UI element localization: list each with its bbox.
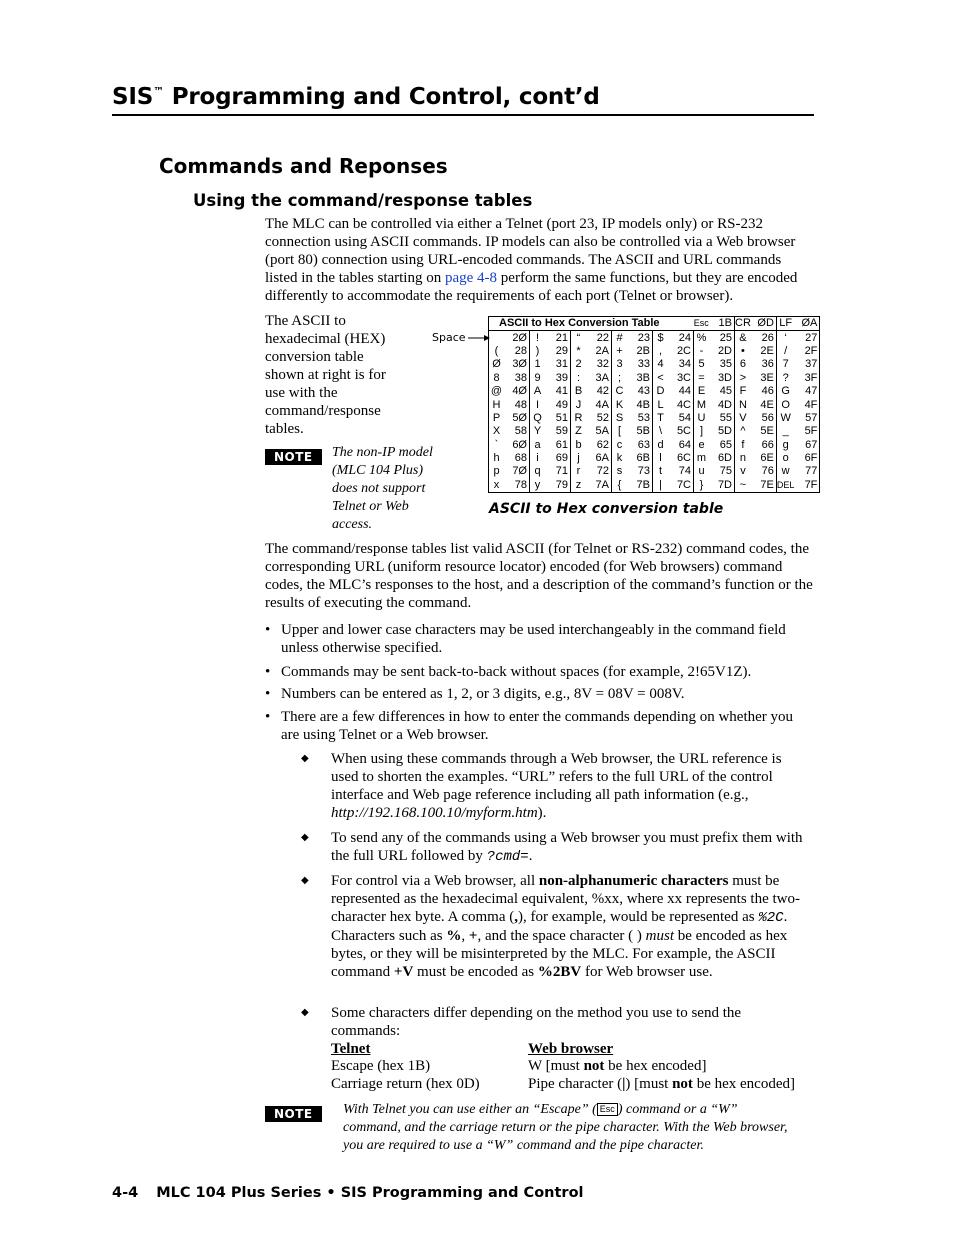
ascii-char-cell: ) — [535, 344, 540, 357]
ascii-hex-cell: 3E — [751, 372, 777, 385]
ascii-hex-cell: 27 — [805, 331, 818, 344]
ascii-char-cell: R — [574, 411, 583, 424]
ascii-hex-cell: 73 — [627, 465, 653, 478]
diamond-bullet-icon: ◆ — [301, 753, 309, 764]
hdr-cell: 1B — [709, 317, 735, 331]
ascii-char-cell: > — [739, 371, 747, 384]
space-arrow-icon — [468, 333, 490, 343]
ascii-char-cell: L — [657, 398, 664, 411]
ascii-hex-cell: 7F — [804, 478, 818, 491]
ascii-hex-cell: 4E — [751, 398, 777, 411]
ascii-table-caption: ASCII to Hex conversion table — [489, 501, 724, 517]
ascii-hex-cell: 7E — [751, 479, 777, 493]
ascii-hex-cell: 59 — [545, 425, 571, 438]
ascii-char-cell: ^ — [740, 425, 746, 438]
ascii-char-cell: y — [534, 478, 541, 491]
ascii-hex-cell: 24 — [668, 331, 694, 345]
ascii-char-cell: v — [740, 465, 746, 478]
ascii-hex-cell: 28 — [504, 345, 530, 358]
ascii-char-cell: ` — [494, 438, 499, 451]
ascii-char-cell: w — [781, 465, 790, 478]
ascii-char-cell: Ø — [492, 358, 501, 371]
ascii-char-cell: $ — [657, 331, 664, 344]
ascii-hex-cell: 54 — [668, 412, 694, 425]
ascii-hex-cell: 7Ø — [504, 465, 530, 478]
ascii-hex-cell: 45 — [709, 385, 735, 398]
note-badge-1: NOTE — [265, 446, 322, 465]
ascii-char-cell: U — [697, 411, 706, 424]
ascii-hex-cell: 77 — [805, 465, 818, 478]
ascii-char-cell: o — [782, 452, 789, 465]
ascii-char-cell: F — [739, 385, 747, 398]
ascii-char-cell: ; — [617, 371, 622, 384]
diamond-bullet-icon: ◆ — [301, 1007, 309, 1018]
ascii-hex-cell: 79 — [545, 479, 571, 493]
ascii-hex-cell: 29 — [545, 345, 571, 358]
ascii-char-cell: W — [780, 411, 791, 424]
ascii-table-row — [489, 439, 820, 452]
ascii-table-row — [489, 372, 820, 385]
ascii-table-row — [489, 452, 820, 465]
ascii-hex-cell: 23 — [627, 331, 653, 345]
ascii-char-cell: 1 — [534, 358, 541, 371]
ascii-hex-cell: 46 — [751, 385, 777, 398]
ascii-hex-cell: 39 — [545, 372, 571, 385]
ascii-hex-cell: 48 — [504, 398, 530, 411]
ascii-hex-cell: 68 — [504, 452, 530, 465]
bullet-dot: • — [265, 664, 271, 680]
ascii-hex-cell: 61 — [545, 439, 571, 452]
ascii-char-cell: : — [576, 371, 581, 384]
ascii-blurb: The ASCII to hexadecimal (HEX) conversion table shown at right is for use with the command/response tables. — [265, 313, 386, 437]
chapter-title: SIS™ Programming and Control, cont’d — [112, 84, 600, 110]
ascii-char-cell: A — [533, 385, 542, 398]
ascii-hex-cell: 2E — [751, 345, 777, 358]
ascii-table-row — [489, 412, 820, 425]
ascii-char-cell: M — [696, 398, 707, 411]
ascii-table-row — [489, 479, 820, 493]
ascii-char-cell: O — [781, 398, 790, 411]
ascii-hex-cell: 56 — [751, 412, 777, 425]
ascii-hex-cell: 33 — [627, 358, 653, 371]
bullet-dot: • — [265, 622, 271, 638]
ascii-char-cell: Q — [533, 411, 542, 424]
ascii-hex-cell: 5Ø — [504, 412, 530, 425]
ascii-hex-cell: 67 — [805, 438, 818, 451]
ascii-hex-cell: 34 — [668, 358, 694, 371]
ascii-hex-cell: 5E — [751, 425, 777, 438]
telnet-cr: Carriage return (hex 0D) — [331, 1076, 480, 1092]
ascii-char-cell: e — [698, 438, 705, 451]
ascii-char-cell: ( — [494, 344, 499, 357]
ascii-hex-cell: 5D — [709, 425, 735, 438]
ascii-char-cell — [489, 331, 505, 345]
ascii-table-row — [489, 331, 820, 345]
ascii-char-cell: p — [493, 465, 500, 478]
ascii-hex-cell: 7C — [668, 479, 694, 493]
ascii-char-cell: ! — [535, 331, 540, 344]
section-title: Commands and Reponses — [159, 154, 448, 178]
ascii-char-cell: @ — [490, 385, 503, 398]
ascii-hex-cell: 6A — [586, 452, 612, 465]
ascii-char-cell: % — [696, 331, 707, 344]
intro-paragraph: The MLC can be controlled via either a Telnet (port 23, IP models only) or RS-232 connection using ASCII commands. IP models can also be controlled via a Web browser (port 80) connection using URL-encoded commands. The ASCII and URL commands listed in the tables starting on page 4-8 perform the same functions, but they are encoded differently to accommodate the requirements of each port (Telnet or browser). — [265, 216, 798, 304]
sub-bullet-1: When using these commands through a Web browser, the URL reference is used to shorten the examples. “URL” refers to the full URL of the control interface and Web page reference including all path information (e.g., http://192.168.100.10/myform.htm). — [331, 751, 782, 821]
ascii-char-cell: • — [741, 344, 745, 357]
note-text-1: The non-IP model (MLC 104 Plus) does not support Telnet or Web access. — [332, 445, 433, 532]
ascii-hex-cell: 2D — [709, 345, 735, 358]
ascii-char-cell: # — [616, 331, 623, 344]
ascii-hex-cell: 6D — [709, 452, 735, 465]
ascii-hex-cell: 5F — [804, 425, 818, 438]
ascii-hex-cell: 41 — [545, 385, 571, 398]
ascii-char-cell: q — [534, 465, 541, 478]
ascii-hex-cell: 78 — [504, 479, 530, 493]
ascii-hex-cell: 62 — [586, 439, 612, 452]
ascii-hex-cell: 76 — [751, 465, 777, 478]
ascii-char-cell: N — [738, 398, 747, 411]
ascii-hex-cell: 3F — [804, 371, 818, 384]
ascii-char-cell: - — [699, 344, 704, 357]
ascii-char-cell: 9 — [534, 371, 541, 384]
ascii-char-cell: < — [657, 371, 664, 384]
esc-key-icon: Esc — [597, 1103, 618, 1116]
diamond-bullet-icon: ◆ — [301, 832, 309, 843]
ascii-char-cell: ‘ — [784, 331, 787, 344]
diamond-bullet-icon: ◆ — [301, 875, 309, 886]
ascii-char-cell: z — [575, 478, 582, 491]
ascii-char-cell: g — [782, 438, 789, 451]
ascii-table-row — [489, 385, 820, 398]
ascii-hex-cell: 26 — [751, 331, 777, 345]
ascii-hex-cell: 3A — [586, 372, 612, 385]
ascii-table-header — [489, 317, 820, 331]
ascii-hex-cell: 75 — [709, 465, 735, 478]
ascii-char-cell: ? — [782, 371, 789, 384]
ascii-char-cell: n — [739, 452, 746, 465]
ascii-char-cell: T — [657, 411, 664, 424]
ascii-hex-cell: 7A — [586, 479, 612, 493]
ascii-char-cell: DEL — [776, 479, 795, 490]
ascii-table-row — [489, 465, 820, 478]
ascii-hex-cell: 4Ø — [504, 385, 530, 398]
ascii-char-cell: c — [616, 438, 623, 451]
telnet-heading: Telnet — [331, 1041, 371, 1057]
ascii-table-row — [489, 425, 820, 438]
ascii-char-cell: J — [575, 398, 582, 411]
section-subtitle: Using the command/response tables — [193, 191, 533, 210]
hdr-cell: CR — [735, 317, 751, 330]
ascii-hex-cell: 2A — [586, 345, 612, 358]
telnet-escape: Escape (hex 1B) — [331, 1058, 431, 1074]
page-footer: 4-4 MLC 104 Plus Series • SIS Programming and Control — [112, 1185, 584, 1201]
ascii-char-cell: 4 — [657, 358, 664, 371]
ascii-char-cell: _ — [782, 425, 789, 438]
ascii-hex-cell: 6C — [668, 452, 694, 465]
ascii-hex-cell: 5B — [627, 425, 653, 438]
ascii-char-cell: k — [616, 452, 623, 465]
ascii-char-cell: & — [739, 331, 747, 344]
ascii-table-title: ASCII to Hex Conversion Table — [489, 317, 694, 331]
ascii-hex-cell: 3C — [668, 372, 694, 385]
ascii-char-cell: Y — [533, 425, 542, 438]
bullet-3: Numbers can be entered as 1, 2, or 3 digits, e.g., 8V = 08V = 008V. — [281, 686, 685, 702]
hdr-cell: ØA — [794, 317, 820, 331]
ascii-char-cell: d — [657, 438, 664, 451]
ascii-char-cell: + — [616, 344, 623, 357]
ascii-hex-cell: 4B — [627, 398, 653, 411]
ascii-char-cell: K — [615, 398, 624, 411]
ascii-hex-cell: 4A — [586, 398, 612, 411]
ascii-char-cell: 6 — [739, 358, 746, 371]
ascii-hex-cell: 2Ø — [504, 331, 530, 345]
ascii-char-cell: } — [699, 478, 704, 491]
ascii-hex-cell: 66 — [751, 439, 777, 452]
ascii-char-cell: E — [697, 385, 706, 398]
ascii-char-cell: r — [576, 465, 581, 478]
ascii-hex-cell: 4C — [668, 398, 694, 411]
ascii-hex-cell: 43 — [627, 385, 653, 398]
ascii-table-row — [489, 358, 820, 371]
note-text-2: With Telnet you can use either an “Escape” ( Esc ) command or a “W” command, and the carriage return or the pipe character. With the Web browser, you are required to use a “W” command and the pipe character. — [343, 1102, 788, 1153]
ascii-char-cell: 2 — [575, 358, 582, 371]
ascii-hex-table — [488, 316, 820, 493]
ascii-hex-cell: 3D — [709, 372, 735, 385]
paragraph-2: The command/response tables list valid ASCII (for Telnet or RS-232) command codes, the corresponding URL (uniform resource locator) encoded (for Web browsers) command codes, the MLC’s responses to the host, and a description of the command’s function or the results of executing the command. — [265, 541, 813, 611]
ascii-char-cell: H — [492, 398, 501, 411]
ascii-hex-cell: 6Ø — [504, 439, 530, 452]
ascii-hex-cell: 32 — [586, 358, 612, 371]
web-escape: W [must not be hex encoded] — [528, 1058, 707, 1074]
ascii-char-cell: G — [781, 385, 790, 398]
ascii-table-row — [489, 398, 820, 411]
ascii-hex-cell: 55 — [709, 412, 735, 425]
ascii-hex-cell: 36 — [751, 358, 777, 371]
bullet-4: There are a few differences in how to enter the commands depending on whether you are using Telnet or a Web browser. — [281, 709, 794, 743]
sub-bullet-4: Some characters differ depending on the method you use to send the commands: — [331, 1005, 742, 1039]
ascii-char-cell: { — [617, 478, 622, 491]
ascii-char-cell: / — [784, 344, 788, 357]
ascii-char-cell: s — [616, 465, 623, 478]
ascii-hex-cell: 5C — [668, 425, 694, 438]
ascii-hex-cell: 2F — [804, 344, 818, 357]
ascii-hex-cell: 63 — [627, 439, 653, 452]
ascii-char-cell: h — [493, 452, 500, 465]
space-label: Space — [432, 331, 466, 344]
ascii-char-cell: l — [659, 452, 662, 465]
ascii-char-cell: [ — [617, 425, 622, 438]
bullet-2: Commands may be sent back-to-back without spaces (for example, 2!65V1Z). — [281, 664, 752, 680]
note-badge-2: NOTE — [265, 1103, 322, 1122]
ascii-hex-cell: 65 — [709, 439, 735, 452]
ascii-char-cell: 3 — [616, 358, 623, 371]
ascii-hex-cell: 49 — [545, 398, 571, 411]
bullet-dot: • — [265, 686, 271, 702]
ascii-hex-cell: 7D — [709, 479, 735, 493]
ascii-hex-cell: 3Ø — [504, 358, 530, 371]
ascii-char-cell: | — [659, 478, 662, 491]
hdr-cell: LF — [776, 317, 794, 331]
ascii-hex-cell: 6B — [627, 452, 653, 465]
ascii-hex-cell: 51 — [545, 412, 571, 425]
ascii-hex-cell: 4F — [804, 398, 818, 411]
sub-bullet-3: For control via a Web browser, all non-alphanumeric characters must be represented as the hexadecimal equivalent, %xx, where xx represents the two-character hex byte. A comma (,), for example, would be represented as %2C. Characters such as %, +, and the space character ( ) must be encoded as hex bytes, or they will be misinterpreted by the MLC. For example, the ASCII command +V must be encoded as %2BV for Web browser use. — [331, 873, 800, 980]
ascii-char-cell: “ — [576, 331, 581, 344]
ascii-hex-cell: 72 — [586, 465, 612, 478]
bullet-dot: • — [265, 709, 271, 725]
ascii-hex-cell: 44 — [668, 385, 694, 398]
bullet-1: Upper and lower case characters may be used interchangeably in the command field unless otherwise specified. — [281, 622, 786, 656]
ascii-char-cell: I — [535, 398, 540, 411]
ascii-char-cell: j — [577, 452, 580, 465]
ascii-hex-cell: 4D — [709, 398, 735, 411]
ascii-char-cell: Z — [575, 425, 582, 438]
ascii-hex-cell: 2C — [668, 345, 694, 358]
ascii-char-cell: C — [615, 385, 624, 398]
ascii-hex-cell: 2B — [627, 345, 653, 358]
ascii-char-cell: \ — [658, 425, 663, 438]
ascii-char-cell: f — [741, 438, 745, 451]
ascii-hex-cell: 22 — [586, 331, 612, 345]
ascii-char-cell: 5 — [698, 358, 705, 371]
ascii-char-cell: a — [534, 438, 541, 451]
web-browser-heading: Web browser — [528, 1041, 614, 1057]
ascii-hex-cell: 58 — [504, 425, 530, 438]
ascii-hex-cell: 38 — [504, 372, 530, 385]
hdr-cell: ØD — [751, 317, 777, 331]
ascii-hex-cell: 47 — [805, 385, 818, 398]
ascii-char-cell: X — [492, 425, 501, 438]
ascii-char-cell: 7 — [782, 358, 789, 371]
ascii-hex-cell: 53 — [627, 412, 653, 425]
ascii-char-cell: i — [536, 452, 539, 465]
web-cr: Pipe character (|) [must not be hex encoded] — [528, 1076, 795, 1092]
ascii-hex-cell: 35 — [709, 358, 735, 371]
ascii-hex-cell: 21 — [545, 331, 571, 345]
sub-bullet-2: To send any of the commands using a Web browser you must prefix them with the full URL followed by ?cmd=. — [331, 830, 803, 865]
ascii-char-cell: m — [696, 452, 707, 465]
ascii-hex-cell: 57 — [805, 411, 818, 424]
ascii-char-cell: ~ — [739, 478, 747, 491]
ascii-char-cell: x — [493, 478, 500, 491]
hdr-cell: Esc — [694, 317, 710, 331]
ascii-hex-cell: 6E — [751, 452, 777, 465]
ascii-hex-cell: 69 — [545, 452, 571, 465]
ascii-char-cell: t — [658, 465, 663, 478]
ascii-table-row — [489, 345, 820, 358]
page-link[interactable]: page 4-8 — [444, 270, 498, 286]
ascii-hex-cell: 52 — [586, 412, 612, 425]
ascii-hex-cell: 74 — [668, 465, 694, 478]
ascii-char-cell: , — [658, 344, 663, 357]
ascii-hex-cell: 7B — [627, 479, 653, 493]
ascii-hex-cell: 42 — [586, 385, 612, 398]
ascii-char-cell: V — [739, 411, 747, 424]
ascii-hex-cell: 25 — [709, 331, 735, 345]
ascii-hex-cell: 6F — [804, 452, 818, 465]
ascii-hex-cell: 64 — [668, 439, 694, 452]
ascii-char-cell: u — [698, 465, 705, 478]
ascii-char-cell: b — [575, 438, 582, 451]
ascii-char-cell: * — [576, 344, 581, 357]
header-rule — [112, 114, 814, 116]
ascii-char-cell: = — [698, 371, 705, 384]
ascii-char-cell: D — [656, 385, 665, 398]
ascii-hex-cell: 3B — [627, 372, 653, 385]
ascii-char-cell: B — [574, 385, 583, 398]
ascii-char-cell: 8 — [493, 371, 500, 384]
ascii-hex-cell: 31 — [545, 358, 571, 371]
ascii-hex-cell: 5A — [586, 425, 612, 438]
ascii-char-cell: S — [615, 411, 624, 424]
ascii-char-cell: ] — [699, 425, 704, 438]
ascii-hex-cell: 37 — [805, 358, 818, 371]
ascii-char-cell: P — [492, 411, 501, 424]
ascii-hex-cell: 71 — [545, 465, 571, 478]
